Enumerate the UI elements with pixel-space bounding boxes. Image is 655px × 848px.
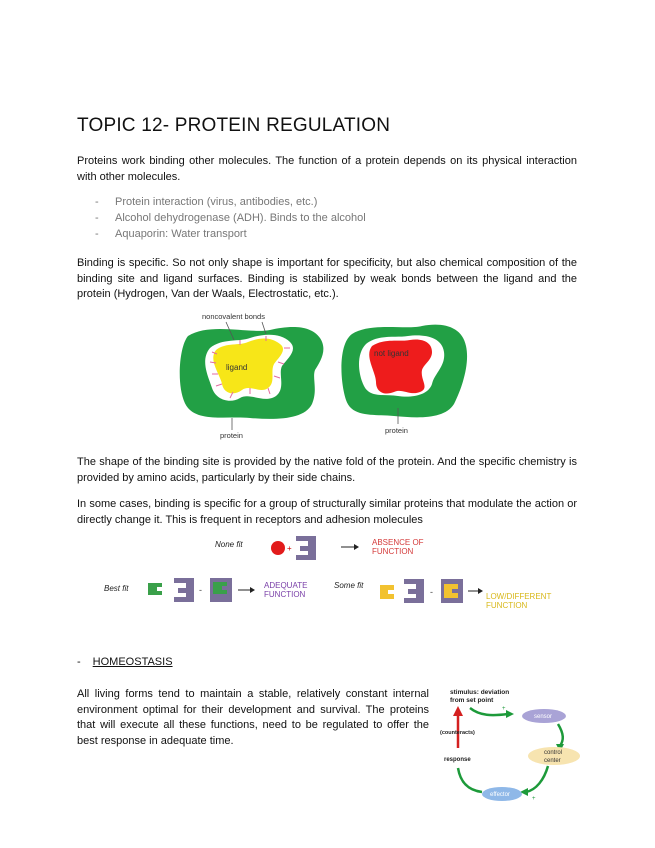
intro-paragraph: Proteins work binding other molecules. The function of a protein depends on its physical interaction with other molecules. [77, 155, 577, 183]
group-paragraph: In some cases, binding is specific for a group of structurally similar proteins that modulate the action or directly change it. This is frequent in receptors and adhesion molecules [77, 498, 577, 526]
list-item-text: Alcohol dehydrogenase (ADH). Binds to the alcohol [115, 212, 366, 224]
list-item-text: Protein interaction (virus, antibodies, etc.) [115, 196, 318, 208]
low-text-1: LOW/DIFFERENT [486, 592, 552, 601]
counteracts-label: (counteracts) [440, 730, 475, 736]
plus-label: + [532, 796, 536, 802]
fit-figure [98, 533, 568, 618]
equals-sign: - [199, 585, 202, 595]
stimulus-label-1: stimulus: deviation [450, 689, 510, 696]
best-fit-label: Best fit [104, 584, 129, 593]
list-item: - Aquaporin: Water transport [95, 228, 247, 240]
yellow-ligand-block [380, 585, 394, 599]
none-fit-label: None fit [215, 540, 243, 549]
control-label-1: control [544, 750, 563, 756]
list-item: - Protein interaction (virus, antibodies, etc.) [95, 196, 318, 208]
not-ligand-shape [369, 340, 432, 394]
noncovalent-label: noncovalent bonds [202, 312, 265, 321]
green-ligand-block [148, 583, 162, 595]
plus-label: + [502, 706, 506, 712]
arrow-to-effector [526, 766, 548, 792]
not-ligand-label: not ligand [374, 349, 409, 358]
receptor-shape [174, 578, 194, 602]
heading-text: HOMEOSTASIS [92, 656, 173, 668]
red-ligand-circle [271, 541, 285, 555]
absence-text-1: ABSENCE OF [372, 538, 424, 547]
equals-sign: - [430, 587, 433, 597]
receptor-shape [404, 579, 424, 603]
absence-text-2: FUNCTION [372, 547, 414, 556]
some-fit-label: Some fit [334, 581, 364, 590]
plus-sign: + [287, 544, 292, 553]
sensor-label: sensor [534, 714, 553, 720]
receptor-shape [296, 536, 316, 560]
arrow-from-effector [458, 768, 482, 792]
homeostasis-cycle-diagram [436, 686, 586, 804]
stimulus-label-2: from set point [450, 697, 494, 704]
effector-label: effector [490, 792, 510, 798]
adequate-text-1: ADEQUATE [264, 581, 308, 590]
control-label-2: center [544, 758, 561, 764]
protein-label-left: protein [220, 431, 243, 440]
heading-dash: - [77, 656, 81, 668]
homeostasis-paragraph: All living forms tend to maintain a stable, relatively constant internal environment optimal for their development and survival. The proteins that will execute all these functions, need to be regulated to offer the best response in adequate time. [77, 688, 429, 747]
arrow-to-control [558, 724, 563, 746]
list-item-text: Aquaporin: Water transport [115, 228, 247, 240]
protein-label-right: protein [385, 426, 408, 435]
binding-figure [170, 308, 470, 444]
shape-paragraph: The shape of the binding site is provided by the native fold of the protein. And the specific chemistry is provided by amino acids, particularly by their side chains. [77, 456, 577, 484]
low-text-2: FUNCTION [486, 601, 528, 610]
adequate-text-2: FUNCTION [264, 590, 306, 599]
bullet-list [95, 194, 366, 242]
ligand-label: ligand [226, 363, 248, 372]
response-label: response [444, 757, 471, 763]
list-item: - Alcohol dehydrogenase (ADH). Binds to the alcohol [95, 212, 366, 224]
homeostasis-heading [77, 656, 173, 668]
page-title: TOPIC 12- PROTEIN REGULATION [77, 115, 391, 136]
binding-paragraph: Binding is specific. So not only shape is important for specificity, but also chemical composition of the binding site and ligand surfaces. Binding is stabilized by weak bonds between the ligand and the protein (Hydrogen, Van der Waals, Electrostatic, etc.). [77, 257, 577, 300]
